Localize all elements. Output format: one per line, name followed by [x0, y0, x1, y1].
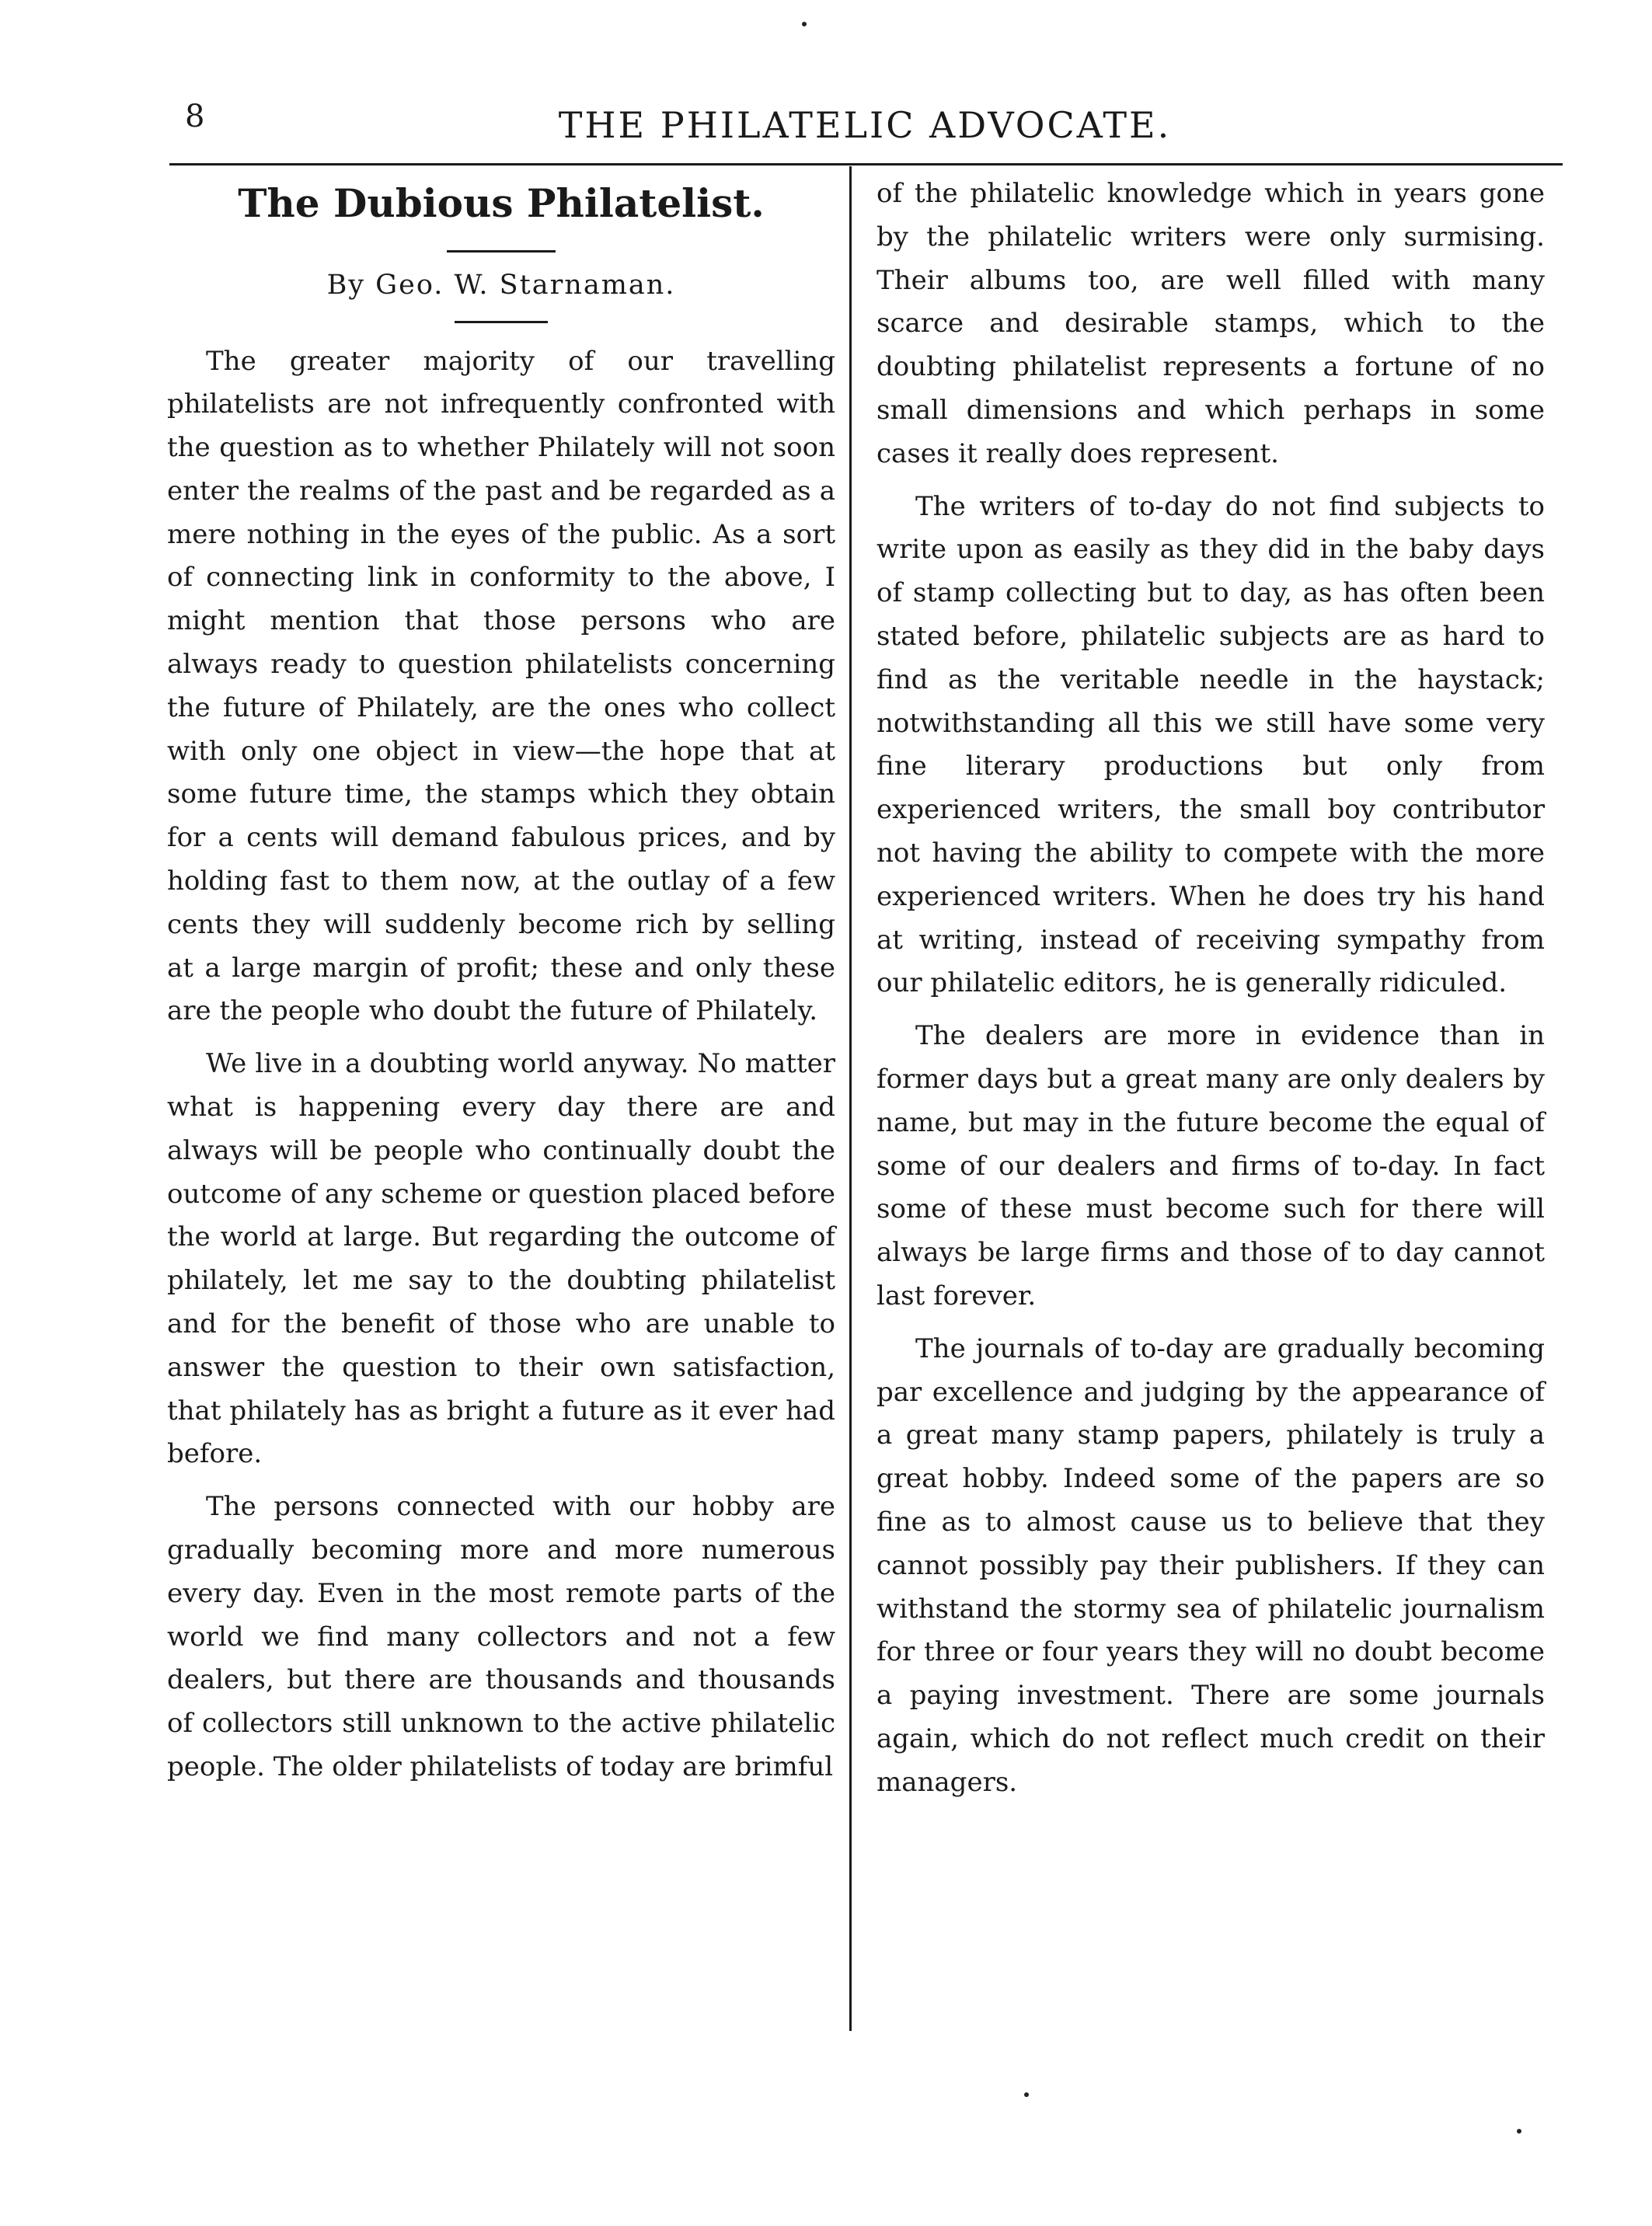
- byline-rule: [455, 321, 548, 323]
- paragraph: of the philatelic knowledge which in years gone by the philatelic writers were only surmising. Their albums too, are well filled with many scarce and desirable stamps, which to the doubting philatelist represents a fortune of no small dimensions and which perhaps in some cases it really does represent.: [877, 178, 1545, 469]
- scan-speck: [802, 22, 807, 26]
- scan-speck: [1517, 2129, 1521, 2134]
- paragraph: The persons connected with our hobby are gradually becoming more and more numerous every day. Even in the most remote parts of the world we find many collectors and not a few dealers, but there are thousands and thousands of collectors still unknown to the active philatelic people. The older philatelists of today are brimful: [167, 1491, 835, 1782]
- page-number: 8: [185, 99, 205, 134]
- byline: By Geo. W. Starnaman.: [326, 270, 676, 301]
- paragraph: The dealers are more in evidence than in former days but a great many are only dealers by name, but may in the future become the equal of some of our dealers and firms of to-day. In fact some of these must become such for there will always be large firms and those of to day cannot last forever.: [877, 1020, 1545, 1312]
- running-head: THE PHILATELIC ADVOCATE.: [558, 104, 1172, 146]
- column-divider: [849, 166, 852, 2031]
- right-column: [877, 172, 1545, 1813]
- paragraph: The writers of to-day do not find subjects to write upon as easily as they did in the baby days of stamp collecting but to day, as has often been stated before, philatelic subjects are as hard to find as the veritable needle in the haystack; notwithstanding all this we still have some very fine literary productions but only from experienced writers, the small boy contributor not having the ability to compete with the more experienced writers. When he does try his hand at writing, instead of receiving sympathy from our philatelic editors, he is generally ridiculed.: [877, 490, 1545, 999]
- scan-speck: [1024, 2092, 1029, 2097]
- paragraph: We live in a doubting world anyway. No matter what is happening every day there are and always will be people who continually doubt the outcome of any scheme or question placed before the world at large. But regarding the outcome of philately, let me say to the doubting philatelist and for the benefit of those who are unable to answer the question to their own satisfaction, that philately has as bright a future as it ever had before.: [167, 1048, 835, 1470]
- left-column: [167, 172, 835, 1799]
- article-title: The Dubious Philatelist.: [238, 180, 765, 226]
- paragraph: The greater majority of our travelling philatelists are not infrequently confronted with the question as to whether Philately will not soon enter the realms of the past and be regarded as a mere nothing in the eyes of the public. As a sort of connecting link in conformity to the above, I might mention that those persons who are always ready to question philatelists concerning the future of Philately, are the ones who collect with only one object in view—the hope that at some future time, the stamps which they obtain for a cents will demand fabulous prices, and by holding fast to them now, at the outlay of a few cents they will suddenly become rich by selling at a large margin of profit; these and only these are the people who doubt the future of Philately.: [167, 345, 835, 1027]
- paragraph: The journals of to-day are gradually becoming par excellence and judging by the appearance of a great many stamp papers, philately is truly a great hobby. Indeed some of the papers are so fine as to almost cause us to believe that they cannot possibly pay their publishers. If they can withstand the stormy sea of philatelic journalism for three or four years they will no doubt become a paying investment. There are some journals again, which do not reflect much credit on their managers.: [877, 1332, 1545, 1798]
- title-rule: [447, 250, 556, 253]
- header-rule: [169, 163, 1563, 165]
